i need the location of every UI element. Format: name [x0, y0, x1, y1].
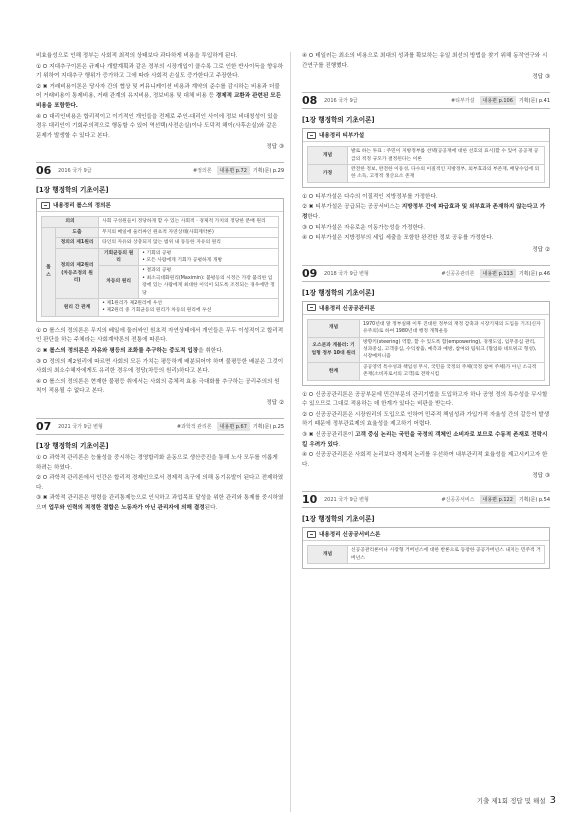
summary-box	[36, 198, 284, 321]
summary-box-title: 내용정리 티부가설	[303, 129, 549, 142]
explanation-item: ① ⭘ 티부가설은 다수의 이질적인 지방정부를 가정한다.	[302, 193, 438, 200]
question-tag: #과학적 관리론	[176, 423, 212, 430]
explanation-item: ④ ⭘ 롤스의 정의론은 현재한 불평등 취에서는 사회의 총체적 효용 극대화를 추구하는 공리주의의 원칙이 적용될 수 없다고 본다.	[36, 378, 280, 395]
section-title: [1장 행정학의 기초이론]	[36, 441, 109, 450]
explanation-item: ① ⭘ 과학적 관리론은 능률성을 중시하는 경영합리화 운동으로 생산증진을 통해 노사 모두를 이롭게 하려는 하였다.	[36, 454, 278, 471]
planning-reference: 기획(문) p.29	[252, 168, 284, 175]
question-tag: #정의론	[192, 168, 212, 175]
note-icon	[41, 202, 50, 209]
question-source: 2021 국가 9급 변형	[58, 423, 103, 430]
explanation-item: ② ✖ 롤스의 정의론은 자유와 평등의 조화를 추구하는 중도적 입장을 취한다.	[36, 348, 224, 354]
question-header	[36, 418, 284, 435]
content-reference: 내용편 p.122	[480, 495, 516, 504]
page-number: 3	[549, 795, 556, 806]
question-source: 2018 국가 9급 변형	[324, 270, 369, 277]
explanation-item: ④ ⭘ 신공공관리론은 사회적 논리보다 경제적 논리를 우선하여 내부관리적 효율성을 제고시키고자 한다.	[302, 452, 548, 468]
note-icon	[307, 531, 316, 538]
question-source: 2021 국가 9급 변형	[324, 497, 369, 504]
explanation-item: ③ ⭘ 정의의 제2원리에 따르면 사회의 모든 가치는 평등하게 배분되어야 하며 불평등한 배분은 그것이 사회의 최소수혜자에게도 유리한 경우에 정당(차등의 원리)하다고 본다.	[36, 358, 284, 375]
question-header	[302, 92, 550, 109]
summary-box	[302, 527, 550, 569]
question-header	[36, 162, 284, 179]
section-title: [1장 행정학의 기초이론]	[36, 186, 109, 195]
planning-reference: 기획(문) p.54	[518, 497, 550, 504]
summary-box-title: 내용정리 신공공관리론	[303, 302, 549, 315]
right-column	[302, 52, 550, 574]
explanation-item: ④ ⭘ 티부가설은 지방정부의 세입 세출을 포함한 완전한 정보 공유를 가정한다.	[302, 235, 494, 242]
question-number: 07	[36, 419, 52, 433]
question-number: 08	[302, 94, 318, 108]
explanation-item: ② ⭘ 신공공관리론은 시장원리의 도입으로 인하여 민주적 책임성과 가입가적 자율성 간의 갈등이 발생하기 때문에 정부관료제의 효율성을 제고하기 어렵다.	[302, 411, 550, 428]
content-reference: 내용편 p.113	[480, 269, 516, 278]
summary-table: 의의 사회 구성원들이 정당하게 할 수 있는 사회적 · 경제적 가치의 정당한 분배 원리 롤 스 도출 무지의 베일에 둘러싸인 원초적 자연상태(사회계약론) 정의의 제1원리 타인의 자유와 상충되지 않는 범위 내 동등한 자유의 원리 정의의 제2원리 (차등조정의 원리) 기회균등의 원리 • 기회의 공평 • 모든 사람에게 기회가 공평하게 개방 차등의 원리 • 결과의 공평 • 최소극대화원리(Maximin): 불평등의 시정은 가장 불리한 입장에 있는 사람에게 최대한 이익이 되도록 조정되는 경우에만 정당 원리 간 관계 • 제1원리가 제2원리에 우선 • 제2원리 중 기회균등의 원리가 차등의 원리에 우선	[41, 216, 279, 316]
planning-reference: 기획(문) p.46	[518, 270, 550, 277]
summary-table: 개념 신공공관리론이나 시장형 거버넌스에 대한 반론으로 등장한 공공가버넌스 내지는 민주적 거버넌스	[307, 545, 545, 564]
answer-label: 정답 ②	[266, 399, 284, 406]
summary-table: 개념 1970년대 말 정부실패 이후 진대된 정부의 재정 감축과 시장기제의 도입을 기조(신자유주의)로 하여 1980년대 행정 개혁운동 오스본과 게블러: 기업형 정부 10대 원리 방향키(steering) 역할, 할 수 있도록 함(empowering), 경쟁도입, 임무중심 관리, 성과중심, 고객중심, 수익창출, 예측과 예방, 참여와 팀워크 (협업와 네트워크 형성), 시장메커니즘 한계 공공영역 특수성과 책임성 무시, 국민을 국정의 주체(국정 참여 주체)가 아닌 소극적 존재(소비자로서의 고객)로 전락시킴	[307, 319, 545, 381]
question-tag: #신공공서비스	[441, 497, 475, 504]
explanation-item: ③ ✖ 신공공관리론이 고객 중심 논리는 국민을 국정의 객체인 소비자로 보므로 수동적 존재로 전락시킬 우려가 있다.	[302, 432, 548, 448]
question-tag: #티부가설	[450, 98, 475, 105]
question-header	[302, 265, 550, 282]
answer-label: 정답 ③	[532, 74, 550, 81]
continued-text: 비효율성으로 인해 정부는 사회적 최적의 상태보다 과다하게 비용을 투입하게 된다.	[36, 53, 238, 59]
answer-label: 정답 ③	[532, 473, 550, 480]
planning-reference: 기획(문) p.41	[518, 98, 550, 105]
question-source: 2016 국가 9급	[58, 168, 92, 175]
section-title: [1장 행정학의 기초이론]	[302, 515, 375, 524]
section-title: [1장 행정학의 기초이론]	[302, 288, 375, 297]
page-footer	[477, 795, 556, 806]
content-reference: 내용편 p.67	[217, 422, 250, 431]
explanation-item: ② ✖ 티부가설은 공급되는 공공서비스는 지방정부 간에 파급효과 및 외부효과 존재하지 않는다고 가정한다.	[302, 204, 546, 220]
summary-box-title: 내용정리 롤스의 정의론	[37, 199, 283, 212]
question-number: 06	[36, 164, 52, 178]
column-divider	[290, 52, 291, 812]
footer-title: 기출 제1회 정답 및 해설	[476, 797, 546, 805]
content-reference: 내용편 p.72	[217, 166, 250, 175]
question-source: 2016 국가 9급	[324, 98, 358, 105]
question-tag: #신공공관리론	[441, 270, 475, 277]
question-number: 09	[302, 266, 318, 280]
question-number: 10	[302, 493, 318, 507]
explanation-item: ① ⭘ 지대추구이론은 규제나 개발계획과 같은 정부의 시장개입이 클수록 그로 인한 반사이득을 향유하기 위하여 지대추구 행위가 증가하고 그에 따라 사회적 손실도 증가한다고 주장한다.	[36, 63, 284, 80]
explanation-item: ② ✖ 거래비용이론은 당사자 간의 협상 및 커뮤니케이션 비용과 계약의 준수를 감시하는 비용과 더불어 거래비용이 통제비용, 거래 관계의 유지비용, 정보비용 및 대체 비용 등 경제적 교환과 관련된 모든 비용을 포함한다.	[36, 83, 282, 109]
explanation-item: ② ⭘ 과학적 관리론에서 인간은 합리적 경제인으로서 경제적 욕구에 의해 동기유발이 된다고 전제하였다.	[36, 475, 284, 491]
note-icon	[307, 132, 316, 139]
explanation-item: ③ ⭘ 티부가설은 자유로운 이동가능성을 가정한다.	[302, 224, 426, 231]
explanation-item: ① ⭘ 신공공관리론은 공공부문에 민간부문의 관리기법을 도입하고자 하나 공영 정의 특수성을 무시할 수 있으므로 그대로 적용하는 데 한계가 있다는 비판을 받는다.	[302, 391, 548, 408]
summary-box-title: 내용정리 신공공서비스론	[303, 528, 549, 541]
note-icon	[307, 304, 316, 311]
answer-label: 정답 ③	[266, 144, 284, 151]
planning-reference: 기획(문) p.25	[252, 423, 284, 430]
explanation-item: ④ ⭘ 테일러는 최소의 비용으로 최대의 성과를 확보하는 유일 최선의 방법을 찾기 위해 동작연구와 시간연구를 진행했다.	[302, 53, 548, 69]
left-column	[36, 52, 284, 514]
explanation-item: ③ ✖ 과학적 관리론은 명령을 관리통제능으로 인식하고 과업목표 달성을 위한 관리와 통제를 중시하였으며 업무와 인력의 적정한 결합은 노동자가 아닌 관리자에 의해 결정된다.	[36, 495, 284, 511]
content-reference: 내용편 p.106	[480, 96, 516, 105]
summary-box	[302, 301, 550, 386]
question-header	[302, 491, 550, 508]
explanation-item: ① ⭘ 롤스의 정의론은 무지의 베일에 둘러싸인 원초적 자연상태에서 개인들은 무두 이성적이고 합리적인 판단을 하는 주체라는 사회계약론의 전통에 따른다.	[36, 327, 284, 344]
explanation-item: ④ ⭘ 대리인비용은 합리적이고 이기적인 개인들을 전제로 주인-대리인 사이에 정보 비대칭성이 있을 경우 대리인이 기회주의적으로 행동할 수 있어 역선택(사전손실)이나 도덕적 해이(사후손실)와 같은 문제가 발생할 수 있다고 본다.	[36, 113, 279, 139]
answer-label: 정답 ②	[532, 246, 550, 253]
summary-table: 개념 발로 하는 투표 : 주민이 지방정부를 선택(공공재에 대한 선호의 표시)할 수 있어 공공재 공급의 적정 규모가 결정된다는 이론 가정 완전한 정보, 완전한 이동성, 다수의 이질적인 지방정부, 외부효과의 부존재, 배당수입에 의한 소득, 고정적 생산요소 존재	[307, 146, 545, 183]
section-title: [1장 행정학의 기초이론]	[302, 116, 375, 125]
summary-box	[302, 128, 550, 188]
